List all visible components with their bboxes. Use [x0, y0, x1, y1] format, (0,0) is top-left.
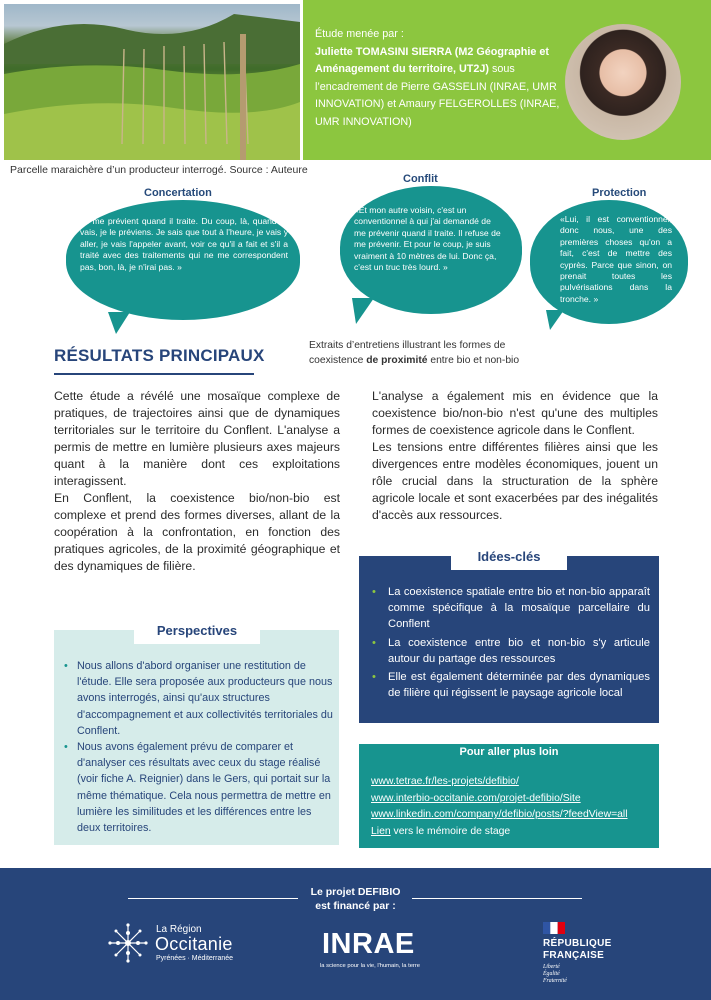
results-paragraph: Les tensions entre différentes filières ainsi que les divergences entre modèles économiques, jouent un rôle crucial dans la structuration de la sphère agricole locale et sont exacerbées par des inégalités d'accès aux ressources. [372, 440, 658, 522]
link-tetrae[interactable]: www.tetrae.fr/les-projets/defibio/ [371, 776, 519, 787]
author-credits [315, 26, 560, 131]
results-paragraph: En Conflent, la coexistence bio/non-bio est complexe et prend des formes diverses, allant de la coopération à la confrontation, en fonction des pratiques agricoles, de la proximité géographique et des dynamiques de filière. [54, 491, 340, 573]
link-linkedin[interactable]: www.linkedin.com/company/defibio/posts/?feedView=all [371, 809, 628, 821]
bubble-protection [530, 200, 688, 324]
results-title-underline [54, 373, 254, 375]
republique-logo-line1: RÉPUBLIQUE [543, 938, 612, 949]
republique-logo-line2: FRANÇAISE [543, 950, 605, 961]
field-photo-illustration [4, 4, 300, 160]
results-right-column [372, 388, 658, 524]
funding-rule-left [128, 898, 298, 899]
results-left-column [54, 388, 340, 575]
excerpt-caption-text: Extraits d’entretiens illustrant les formes de coexistence [309, 340, 506, 366]
funding-title: Le projet DEFIBIO [310, 886, 401, 898]
occitanie-logo-sub: Pyrénées · Méditerranée [156, 955, 234, 962]
bubble-tail-concertation [108, 312, 130, 334]
excerpt-caption-end: entre bio et non-bio [427, 355, 520, 366]
bubble-title-concertation: Concertation [144, 187, 212, 199]
bubble-concertation-text: «Il me prévient quand il traite. Du coup, là, quand j'y vais, je le préviens. Je sais que tout à l'heure, je vais y aller, je vais l'appeler avant, voir ce qu'il a fait et s'il a traité avec des traitements qui ne me correspondent pas, bon, là, je n'irai pas. » [80, 216, 288, 272]
marianne-flag-icon [543, 922, 565, 934]
link-memoire-label: vers le mémoire de stage [390, 825, 511, 837]
motto-fraternite: Fraternité [543, 978, 567, 984]
occitanie-logo-small: La Région [156, 924, 202, 935]
inrae-logo: INRAE [322, 928, 415, 960]
perspectives-list [64, 658, 334, 836]
bubble-tail-protection [546, 310, 564, 330]
perspective-item: • Nous avons également prévu de comparer et d'analyser ces résultats avec ceux du stage réalisé (voir fiche A. Reignier) dans le Gers, qui portait sur la même thématique. Cela nous permettra de mettre en lumière les similitudes et les différences entre les deux territoires. [64, 739, 334, 836]
excerpt-caption [309, 338, 549, 368]
motto-liberte: Liberté [543, 964, 560, 970]
motto-egalite: Égalité [543, 971, 560, 977]
link-interbio[interactable]: www.interbio-occitanie.com/projet-defibio/Site [371, 792, 581, 804]
further-reading-title: Pour aller plus loin [459, 746, 559, 758]
occitanie-logo-name: Occitanie [155, 934, 233, 954]
bubble-conflit [340, 186, 522, 314]
results-paragraph: Cette étude a révélé une mosaïque complexe de pratiques, de trajectoires ainsi que de dynamiques territoriales sur le territoire du Conflent. L'analyse a permis de mettre en lumière plusieurs axes majeurs quant à la manière dont ces exploitations interagissent. [54, 389, 340, 488]
bubble-title-conflit: Conflit [403, 173, 438, 185]
bubble-protection-text: «Lui, il est conventionnel, donc nous, une des premières choses qu'on a fait, c'est de mettre des cyprès. Parce que sinon, on prenait toutes les pulvérisations dans la tronche. » [560, 214, 672, 304]
perspectives-title: Perspectives [134, 618, 260, 644]
author-intro: Étude menée par : [315, 28, 404, 40]
results-paragraph: L'analyse a également mis en évidence que la coexistence bio/non-bio n'est qu'une des multiples formes de coexistence agricole dans le Conflent. [372, 389, 658, 437]
results-title: RÉSULTATS PRINCIPAUX [54, 346, 265, 365]
bubble-title-protection: Protection [592, 187, 647, 199]
field-photo [4, 4, 300, 160]
key-idea-item: • Elle est également déterminée par des dynamiques de filière qui régissent le paysage agricole local [372, 669, 650, 701]
inrae-tagline: la science pour la vie, l'humain, la terre [319, 963, 421, 969]
funding-rule-right [412, 898, 582, 899]
key-idea-item: • La coexistence entre bio et non-bio s'y articule autour du partage des ressources [372, 635, 650, 667]
photo-caption: Parcelle maraichère d’un producteur interrogé. Source : Auteure [10, 164, 308, 176]
author-name: Juliette TOMASINI SIERRA (M2 Géographie et Aménagement du territoire, UT2J) [315, 45, 549, 75]
key-ideas-list [372, 584, 650, 703]
bubble-conflit-text: «Et mon autre voisin, c'est un conventionnel à qui j'ai demandé de me prévenir quand il traite. Il refuse de me prévenir. Et pour le coup, je suis vraiment à 10 mètres de lui. Donc ça, c'est un truc très lourd. » [354, 205, 501, 273]
key-ideas-title: Idées-clés [451, 544, 567, 570]
funding-subtitle: est financé par : [315, 900, 396, 912]
author-supervision: sous l’encadrement de Pierre GASSELIN (INRAE, UMR INNOVATION) et Amaury FELGEROLLES (INRAE, UMR INNOVATION) [315, 63, 560, 128]
link-memoire[interactable]: Lien [371, 825, 391, 837]
further-reading-links [371, 774, 657, 840]
republique-motto [543, 964, 567, 985]
author-portrait [565, 24, 681, 140]
excerpt-caption-bold: de proximité [366, 355, 428, 366]
bubble-concertation [66, 200, 300, 320]
bubble-tail-conflit [352, 298, 374, 324]
perspective-item: • Nous allons d'abord organiser une restitution de l'étude. Elle sera proposée aux producteurs que nous avons interrogés, ainsi qu'aux structures d'accompagnement et aux collectivités territoriales du Conflent. [64, 658, 334, 739]
author-band [303, 0, 711, 160]
key-idea-item: • La coexistence spatiale entre bio et non-bio apparaît comme spécifique à la mosaïque parcellaire du Conflent [372, 584, 650, 633]
